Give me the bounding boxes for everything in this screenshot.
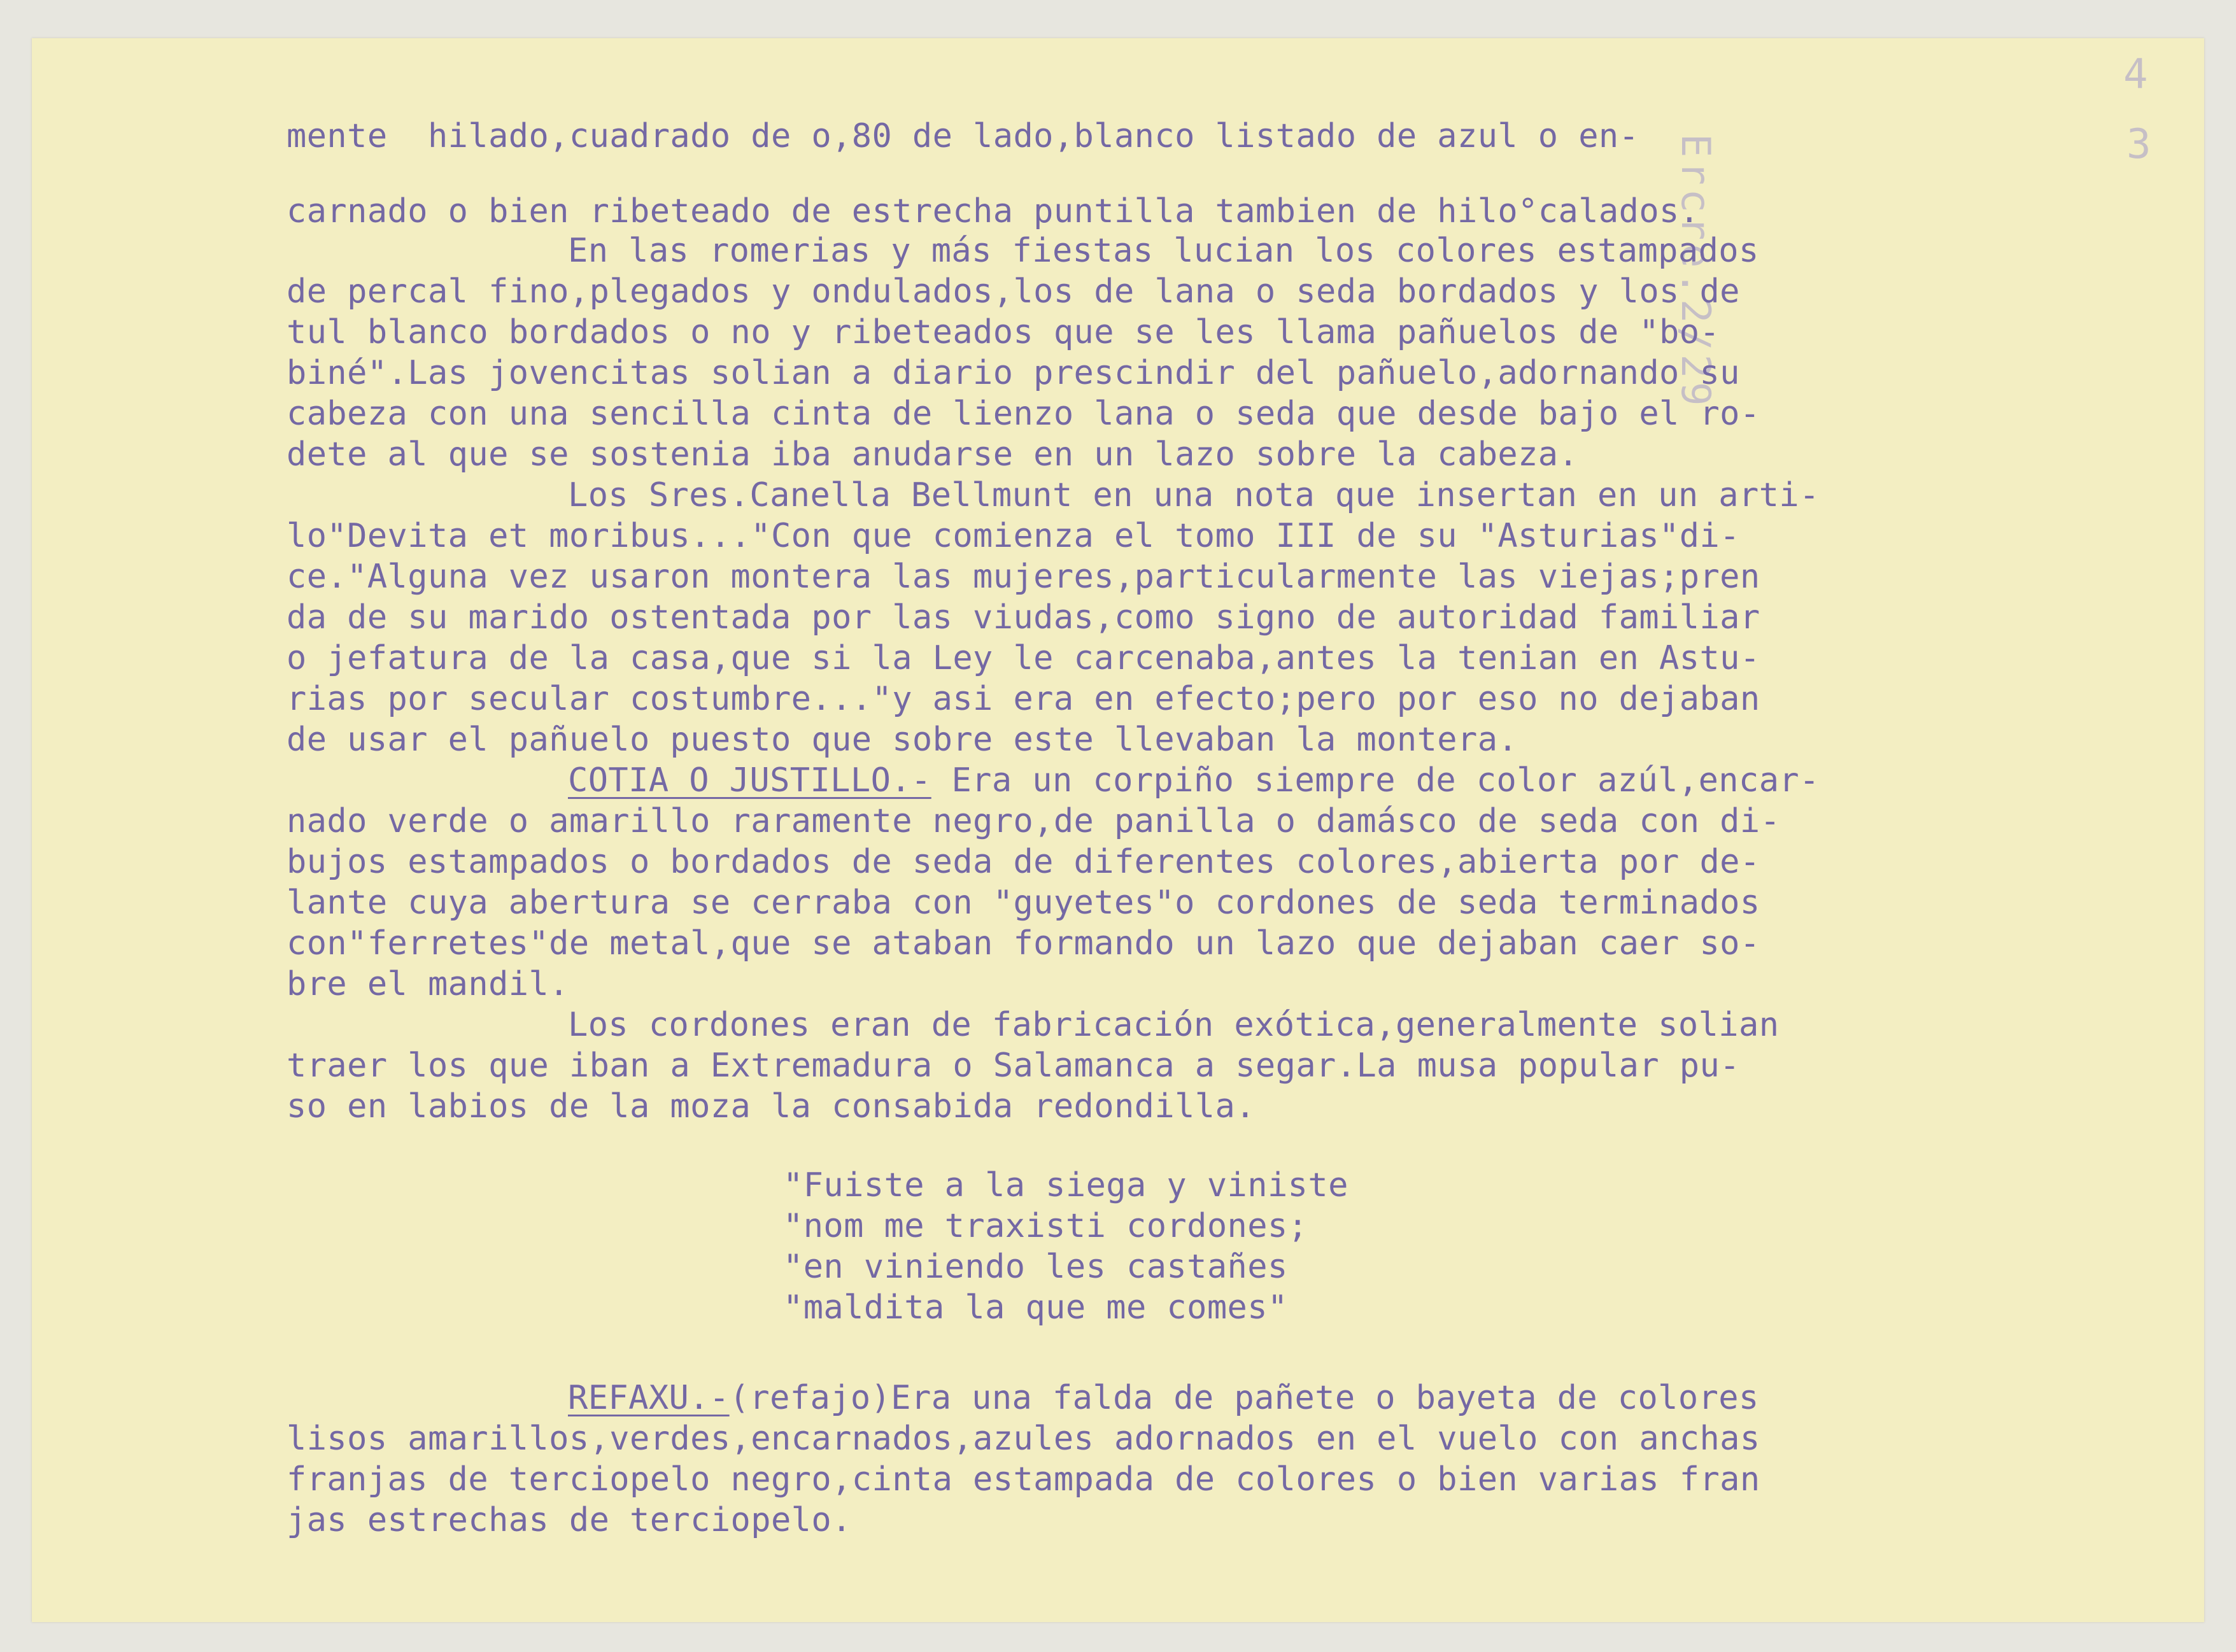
text-line: o jefatura de la casa,que si la Ley le carcenaba,antes la tenian en Astu- [287, 639, 1760, 677]
verse-line: "nom me traxisti cordones; [783, 1207, 1308, 1245]
text-line: lo"Devita et moribus..."Con que comienza el tomo III de su "Asturias"di- [287, 517, 1740, 555]
text-line: En las romerias y más fiestas lucian los colores estampados [568, 232, 1759, 270]
text-line: so en labios de la moza la consabida redondilla. [287, 1087, 1256, 1126]
cotia-heading: COTIA O JUSTILLO.- [568, 761, 931, 800]
refaxu-heading: REFAXU.- [568, 1379, 730, 1417]
text-line: mente hilado,cuadrado de o,80 de lado,blanco listado de azul o en- [287, 117, 1639, 155]
refaxu-paragraph-start [568, 1381, 1759, 1415]
body-text [32, 38, 2204, 1622]
typewritten-page [32, 38, 2204, 1622]
text-line: con"ferretes"de metal,que se ataban formando un lazo que dejaban caer so- [287, 924, 1760, 963]
text-line: rias por secular costumbre..."y asi era en efecto;pero por eso no dejaban [287, 680, 1760, 718]
text-line: Era un corpiño siempre de color azúl,encar- [951, 761, 1820, 800]
text-line: bre el mandil. [287, 965, 569, 1003]
page-number-mark: 4 [2123, 51, 2148, 98]
text-line: da de su marido ostentada por las viudas,como signo de autoridad familiar [287, 598, 1760, 637]
text-line: franjas de terciopelo negro,cinta estampada de colores o bien varias fran [287, 1460, 1760, 1499]
verse-line: "maldita la que me comes" [783, 1288, 1288, 1327]
text-line: tul blanco bordados o no y ribeteados que se les llama pañuelos de "bo- [287, 313, 1720, 351]
text-line: de usar el pañuelo puesto que sobre este llevaban la montera. [287, 721, 1518, 759]
text-line: Los Sres.Canella Bellmunt en una nota que insertan en un arti- [568, 476, 1820, 514]
text-line: Los cordones eran de fabricación exótica,generalmente solian [568, 1006, 1780, 1044]
page-sequence-mark: 3 [2126, 121, 2151, 168]
text-line: dete al que se sostenia iba anudarse en un lazo sobre la cabeza. [287, 435, 1579, 474]
text-line: (refajo)Era una falda de pañete o bayeta de colores [729, 1379, 1759, 1417]
verse-line: "Fuiste a la siega y viniste [783, 1166, 1348, 1204]
cotia-paragraph-start [568, 761, 1820, 800]
text-line: de percal fino,plegados y ondulados,los de lana o seda bordados y los de [287, 272, 1740, 311]
verse-line: "en viniendo les castañes [783, 1248, 1288, 1286]
text-line: carnado o bien ribeteado de estrecha puntilla tambien de hilo°calados. [287, 192, 1700, 230]
text-line: biné".Las jovencitas solian a diario prescindir del pañuelo,adornando su [287, 354, 1740, 392]
text-line: traer los que iban a Extremadura o Salamanca a segar.La musa popular pu- [287, 1047, 1740, 1085]
text-line: lante cuya abertura se cerraba con "guyetes"o cordones de seda terminados [287, 884, 1760, 922]
text-line: cabeza con una sencilla cinta de lienzo lana o seda que desde bajo el ro- [287, 395, 1760, 433]
catalog-reference-stamp: Ercre.2/29 [1673, 134, 1719, 410]
text-line: bujos estampados o bordados de seda de diferentes colores,abierta por de- [287, 843, 1760, 881]
text-line: lisos amarillos,verdes,encarnados,azules adornados en el vuelo con anchas [287, 1420, 1760, 1458]
text-line: ce."Alguna vez usaron montera las mujeres,particularmente las viejas;pren [287, 558, 1760, 596]
text-line: nado verde o amarillo raramente negro,de panilla o damásco de seda con di- [287, 802, 1781, 840]
text-line: jas estrechas de terciopelo. [287, 1501, 852, 1539]
